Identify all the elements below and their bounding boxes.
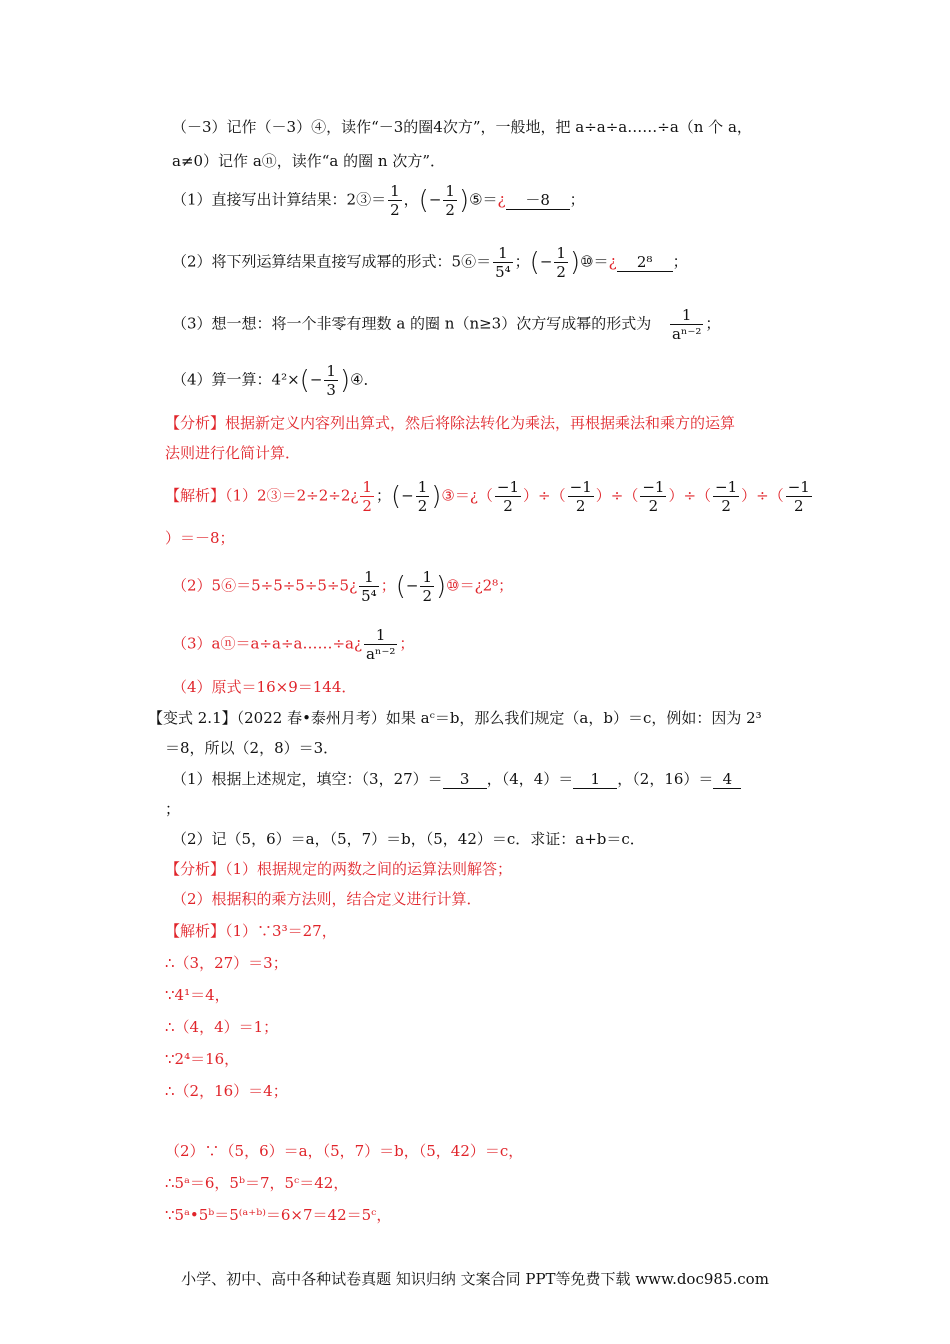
analysis-2-line-1: 【分析】（1）根据规定的两数之间的运算法则解答； — [165, 860, 513, 878]
solution-1-part-2: （2）5⑥＝5÷5÷5÷5÷5¿ $\frac{1}{\text{5⁴}}$ ；(− $\frac{1}{2}$ )⑩＝¿2⁸； — [172, 568, 514, 605]
variant-line-2: ＝8，所以（2，8）＝3． — [165, 739, 339, 757]
question-4-prefix: （4）算一算：4²× — [172, 370, 300, 389]
question-1-answer-2: －8 — [506, 191, 570, 210]
solution-1-part-4: （4）原式＝16×9＝144． — [172, 678, 357, 696]
solution-2-line-2: ∴（3，27）＝3； — [165, 954, 288, 972]
solution-2-line-8: ∴5ᵃ＝6，5ᵇ＝7，5ᶜ＝42， — [165, 1174, 349, 1192]
question-4: （4）算一算：4²×(− $\frac{1}{3}$ )④． — [172, 362, 379, 399]
solution-1-part-3: （3）aⓝ＝a÷a÷a……÷a¿ $\frac{1}{\text{aⁿ⁻²}}$ ； — [172, 626, 415, 663]
question-1: （1）直接写出计算结果：2③＝ $\frac{1}{2}$ ，(− $\frac{1}{2}$ )⑤＝¿ －8 ； — [172, 182, 585, 219]
variant-answer-3: 4 — [713, 770, 741, 789]
analysis-1-line-2: 法则进行化简计算． — [165, 444, 301, 462]
solution-2-line-3: ∵4¹＝4， — [165, 986, 230, 1004]
solution-2-line-6: ∴（2，16）＝4； — [165, 1082, 288, 1100]
page-footer: 小学、初中、高中各种试卷真题 知识归纳 文案合同 PPT等免费下载 www.doc985.com — [181, 1270, 769, 1288]
question-2: （2）将下列运算结果直接写成幂的形式：5⑥＝ $\frac{1}{\text{5⁴}}$ ；(− $\frac{1}{2}$ )⑩＝¿ 2⁸ ； — [172, 244, 688, 281]
solution-2-line-9: ∵5ᵃ•5ᵇ＝5⁽ᵃ⁺ᵇ⁾＝6×7＝42＝5ᶜ， — [165, 1206, 392, 1224]
question-2-answer-fraction: $\frac{1}{\text{5⁴}}$ — [495, 244, 511, 281]
question-2-answer-2: 2⁸ — [617, 253, 673, 272]
variant-answer-1: 3 — [443, 770, 487, 789]
analysis-2-line-2: （2）根据积的乘方法则，结合定义进行计算． — [172, 890, 482, 908]
analysis-1-line-1: 【分析】根据新定义内容列出算式，然后将除法转化为乘法，再根据乘法和乘方的运算 — [165, 414, 736, 432]
intro-line-1: （－3）记作（－3）④，读作“－3的圈4次方”，一般地，把 a÷a÷a……÷a（n 个 a， — [172, 118, 752, 136]
solution-1-part-1: 【解析】（1）2③＝2÷2÷2¿ $\frac{1}{2}$ ；(− $\frac{1}{2}$ )③＝¿（ $\frac{-1}{2}$ ）÷（ $\frac{-1}{2}$ ）÷（ $\frac{-1}{2}$ ）÷（ $\frac{-1}{2}$ ）÷（ $\frac{-1}{2}$ — [165, 478, 810, 515]
solution-2-line-1: 【解析】（1）∵3³＝27， — [165, 922, 337, 940]
question-3: （3）想一想：将一个非零有理数 a 的圈 n（n≥3）次方写成幂的形式为 $\frac{1}{\text{aⁿ⁻²}}$ ； — [172, 306, 721, 343]
variant-answer-2: 1 — [573, 770, 617, 789]
question-1-prefix: （1）直接写出计算结果：2③＝ — [172, 190, 387, 209]
variant-line-1: 【变式 2.1】（2022 春•泰州月考）如果 aᶜ＝b，那么我们规定（a，b）＝c，例如：因为 2³ — [148, 709, 762, 727]
variant-question-1-end: ； — [165, 800, 181, 818]
variant-question-1: （1）根据上述规定，填空：（3，27）＝ 3 ，（4，4）＝ 1 ，（2，16）＝ 4 — [172, 768, 741, 790]
question-3-answer-fraction: $\frac{1}{\text{aⁿ⁻²}}$ — [672, 306, 702, 343]
solution-2-line-7: （2）∵（5，6）＝a，（5，7）＝b，（5，42）＝c， — [165, 1142, 524, 1160]
question-1-fraction: $\frac{1}{2}$ — [445, 182, 455, 219]
question-4-fraction: $\frac{1}{3}$ — [326, 362, 336, 399]
variant-question-2: （2）记（5，6）＝a，（5，7）＝b，（5，42）＝c．求证：a+b＝c． — [172, 830, 645, 848]
solution-1-part-1-tail: ）＝－8； — [165, 529, 235, 547]
question-3-prefix: （3）想一想：将一个非零有理数 a 的圈 n（n≥3）次方写成幂的形式为 — [172, 314, 652, 333]
question-2-prefix: （2）将下列运算结果直接写成幂的形式：5⑥＝ — [172, 252, 492, 271]
solution-2-line-4: ∴（4，4）＝1； — [165, 1018, 279, 1036]
question-2-fraction: $\frac{1}{2}$ — [556, 244, 566, 281]
intro-line-2: a≠0）记作 aⓝ，读作“a 的圈 n 次方”． — [172, 152, 446, 170]
solution-2-line-5: ∵2⁴＝16， — [165, 1050, 240, 1068]
question-1-answer-fraction: $\frac{1}{2}$ — [390, 182, 400, 219]
